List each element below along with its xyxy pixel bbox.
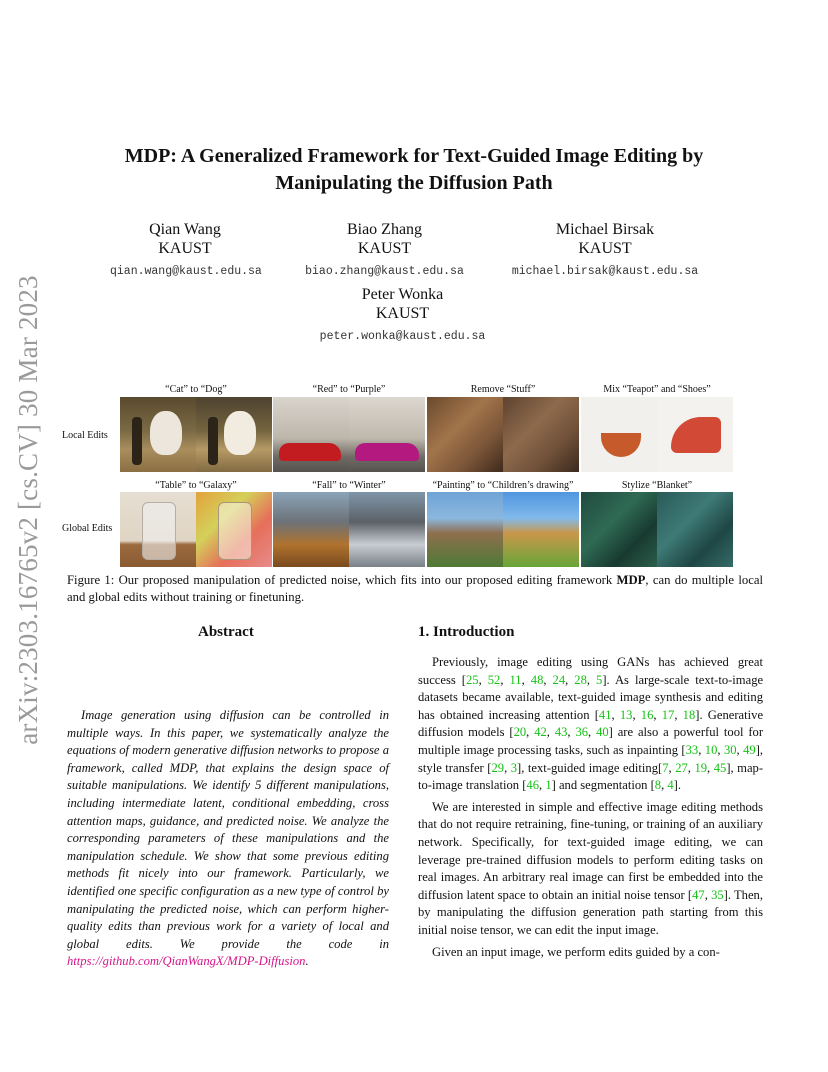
introduction-paragraph-3: Given an input image, we perform edits guided by a con- — [432, 944, 720, 959]
paragraph-text: , — [717, 742, 724, 757]
citation-link[interactable]: 41 — [598, 707, 612, 722]
introduction-heading: 1. Introduction — [418, 624, 515, 640]
citation-link[interactable]: 19 — [694, 760, 708, 775]
row-label-local-edits: Local Edits — [62, 430, 108, 441]
figure-caption-stylize-blanket: Stylize “Blanket” — [621, 480, 693, 491]
citation-link[interactable]: 17 — [661, 707, 675, 722]
figure-caption-mix-teapot-shoes: Mix “Teapot” and “Shoes” — [603, 384, 711, 395]
figure-caption-fall-to-winter: “Fall” to “Winter” — [312, 480, 386, 491]
author-block-2 — [297, 220, 472, 281]
citation-link[interactable]: 52 — [487, 672, 501, 687]
paragraph-text: , — [526, 725, 535, 740]
citation-link[interactable]: 35 — [711, 887, 724, 902]
figure-caption-bold: MDP — [616, 573, 646, 587]
author-email: peter.wonka@kaust.edu.sa — [319, 330, 486, 343]
figure-caption-cat-to-dog: “Cat” to “Dog” — [165, 384, 227, 395]
citation-link[interactable]: 4 — [667, 778, 674, 793]
citation-link[interactable]: 48 — [530, 672, 544, 687]
author-name: Qian Wang — [149, 221, 221, 238]
figure-caption-painting-to-childrens-drawing: “Painting” to “Children’s drawing” — [432, 480, 574, 491]
paragraph-text: , — [736, 742, 744, 757]
image-stylize-blanket — [581, 492, 733, 567]
author-affiliation: KAUST — [578, 240, 632, 257]
paragraph-text: , — [653, 707, 662, 722]
title-line-1: MDP: A Generalized Framework for Text-Guided Image Editing by — [124, 145, 704, 167]
introduction-paragraph-2 — [418, 799, 763, 940]
paragraph-text: , — [504, 760, 511, 775]
citation-link[interactable]: 11 — [509, 672, 522, 687]
citation-link[interactable]: 3 — [510, 760, 518, 775]
figure-caption-remove-stuff: Remove “Stuff” — [470, 384, 536, 395]
paragraph-text: , — [539, 778, 546, 793]
paragraph-text: , — [698, 742, 705, 757]
paragraph-text: , — [543, 672, 553, 687]
citation-link[interactable]: 10 — [704, 742, 718, 757]
citation-link[interactable]: 36 — [575, 725, 589, 740]
image-mix-teapot-shoes — [581, 397, 733, 472]
abstract-text: Image generation using diffusion can be controlled in multiple ways. In this paper, we systematically analyze the equations of modern generative diffusion networks to propose a framework, called MDP, that explains the design space of suitable manipulations. We identify 5 different manipulations, including intermediate latent, conditional embedding, cross attention maps, guidance, and predicted noise. We analyze the corresponding parameters of these manipulations and the manipulation schedule. We show that some previous editing methods fit nicely into our framework. Particularly, we identified one specific configuration as a new type of control by manipulating the predicted noise, which can perform higher-quality edits than previous work for a variety of local and global edits. We provide the code in — [67, 708, 389, 951]
introduction-body — [418, 654, 763, 961]
paragraph-text: , — [704, 887, 712, 902]
paragraph-text: , — [674, 707, 683, 722]
figure-caption-suffix: , can do multiple local and global edits without training or finetuning. — [67, 573, 763, 604]
citation-link[interactable]: 16 — [640, 707, 654, 722]
figure-caption-red-to-purple: “Red” to “Purple” — [312, 384, 386, 395]
paragraph-text: , — [687, 760, 695, 775]
citation-link[interactable]: 20 — [513, 725, 527, 740]
paragraph-text: , — [478, 672, 488, 687]
paragraph-text: , — [500, 672, 510, 687]
paragraph-text: ]. — [673, 778, 682, 793]
author-block-3 — [500, 220, 710, 281]
paragraph-text: Previously, image editing using GANs has achieved great success [ — [418, 655, 763, 687]
paragraph-text: , — [632, 707, 641, 722]
author-name: Michael Birsak — [555, 221, 655, 238]
image-red-to-purple — [273, 397, 425, 472]
citation-link[interactable]: 29 — [491, 760, 505, 775]
abstract-body — [67, 707, 389, 971]
citation-link[interactable]: 18 — [682, 707, 696, 722]
paragraph-text: , — [588, 725, 597, 740]
citation-link[interactable]: 33 — [685, 742, 699, 757]
citation-link[interactable]: 13 — [619, 707, 633, 722]
arxiv-sidebar-id: arXiv:2303.16765v2 [cs.CV] 30 Mar 2023 — [13, 275, 43, 745]
citation-link[interactable]: 30 — [723, 742, 737, 757]
citation-link[interactable]: 45 — [713, 760, 727, 775]
citation-link[interactable]: 28 — [574, 672, 587, 687]
citation-link[interactable]: 47 — [692, 887, 705, 902]
citation-link[interactable]: 5 — [596, 672, 603, 687]
paragraph-text: ], map-to-image translation [ — [418, 760, 764, 793]
figure-caption-prefix: Figure 1: Our proposed manipulation of predicted noise, which fits into our proposed editing framework — [67, 573, 617, 587]
image-painting-to-childrens-drawing — [427, 492, 579, 567]
image-remove-stuff — [427, 397, 579, 472]
author-email: biao.zhang@kaust.edu.sa — [305, 265, 464, 278]
paragraph-text: , — [586, 672, 597, 687]
image-cat-to-dog — [120, 397, 272, 472]
paragraph-text: ], text-guided image editing[ — [517, 760, 663, 775]
paragraph-text: , — [661, 778, 668, 793]
paper-title — [60, 143, 768, 197]
author-email: michael.birsak@kaust.edu.sa — [511, 265, 699, 278]
image-fall-to-winter — [273, 492, 425, 567]
row-label-global-edits: Global Edits — [62, 523, 113, 534]
citation-link[interactable]: 42 — [534, 725, 547, 740]
paragraph-text: , — [565, 672, 575, 687]
author-name: Biao Zhang — [346, 221, 423, 238]
citation-link[interactable]: 1 — [545, 778, 552, 793]
citation-link[interactable]: 43 — [554, 725, 568, 740]
paragraph-text: ]. Then, by manipulating the diffusion generation path starting from this initial noise tensor, we can edit the input image. — [418, 887, 763, 937]
author-name: Peter Wonka — [361, 286, 444, 303]
abstract-code-link[interactable]: https://github.com/QianWangX/MDP-Diffusion — [67, 954, 306, 969]
paragraph-text: ] and segmentation [ — [551, 778, 655, 793]
title-line-2: Manipulating the Diffusion Path — [275, 172, 553, 194]
paragraph-text: , — [546, 725, 555, 740]
citation-link[interactable]: 8 — [654, 778, 662, 793]
abstract-heading: Abstract — [198, 624, 254, 640]
paragraph-text: ] are also a powerful tool for multiple image processing tasks, such as inpainting [ — [418, 725, 764, 757]
paragraph-text: ], style transfer [ — [418, 742, 764, 775]
author-block-1 — [110, 220, 260, 281]
author-affiliation: KAUST — [375, 305, 430, 322]
figure-1-caption — [67, 572, 763, 606]
citation-link[interactable]: 49 — [743, 742, 756, 757]
author-affiliation: KAUST — [158, 240, 212, 257]
paragraph-text: , — [668, 760, 676, 775]
paragraph-text: ]. Generative diffusion models [ — [418, 707, 764, 740]
author-block-4 — [300, 285, 505, 346]
citation-link[interactable]: 40 — [596, 725, 609, 740]
paragraph-text: , — [521, 672, 531, 687]
image-table-to-galaxy — [120, 492, 272, 567]
paragraph-text: , — [567, 725, 576, 740]
citation-link[interactable]: 7 — [662, 760, 669, 775]
paragraph-text: We are interested in simple and effective image editing methods that do not require retraining, fine-tuning, or training of an auxiliary network. Specifically, for text-guided image editing, we can leverage pre-trained diffusion models to perform editing tasks on real images. An arbitrary real image can first be embedded into the diffusion latent space to obtain an initial noise tensor [ — [418, 799, 763, 902]
citation-link[interactable]: 27 — [675, 760, 688, 775]
citation-link[interactable]: 46 — [526, 778, 540, 793]
abstract-text-end: . — [305, 954, 309, 969]
introduction-paragraph-1 — [418, 654, 763, 795]
citation-link[interactable]: 24 — [552, 672, 566, 687]
figure-caption-table-to-galaxy: “Table” to “Galaxy” — [155, 480, 237, 491]
author-email: qian.wang@kaust.edu.sa — [110, 265, 262, 278]
paragraph-text: ]. As large-scale text-to-image datasets became available, text-guided image synthesis and editing has obtained increasing attention [ — [418, 672, 764, 722]
citation-link[interactable]: 25 — [465, 672, 479, 687]
paragraph-text: , — [707, 760, 714, 775]
author-affiliation: KAUST — [357, 240, 412, 257]
paragraph-text: , — [611, 707, 620, 722]
